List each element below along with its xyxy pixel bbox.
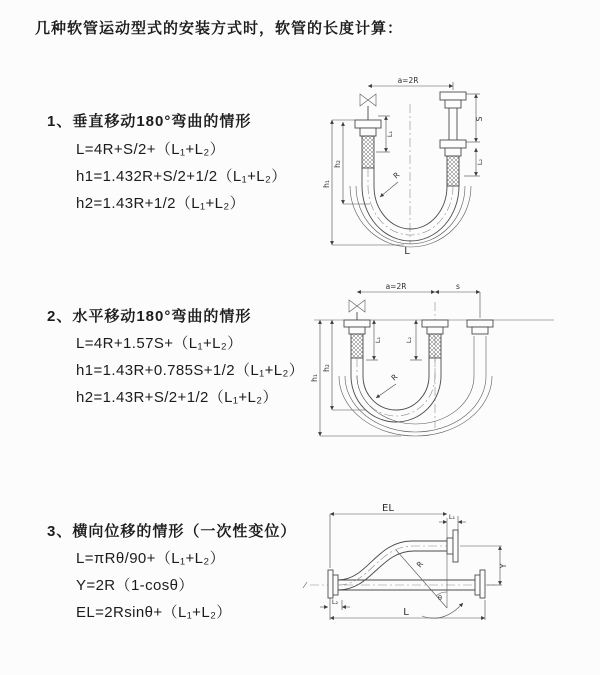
dim-a2r: [368, 76, 453, 90]
dim-l2: [464, 148, 484, 176]
dim-l: [330, 598, 485, 620]
dim-label-L: L: [403, 607, 409, 618]
section-2-formula-h2: h2=1.43R+S/2+1/2（L₁+L₂）: [76, 389, 278, 406]
angle-label-theta: θ: [438, 594, 442, 602]
dim-label-s: s: [456, 282, 460, 291]
diagram-lateral-displacement: [296, 498, 576, 658]
hose-braid-middle: [429, 334, 441, 358]
dim-label-h2: h₂: [322, 364, 331, 372]
dim-label-h2: h₂: [333, 160, 342, 168]
hose-braid-left: [351, 334, 363, 358]
diagram-vertical-180-bend: [308, 64, 558, 264]
hose-braid-left: [362, 136, 374, 168]
dim-l2: [405, 320, 422, 360]
middle-flange: [422, 320, 448, 334]
section-2-formula-L: L=4R+1.57S+（L₁+L₂）: [76, 335, 243, 352]
dim-label-L: L: [404, 246, 410, 257]
dim-el: [330, 503, 447, 568]
dim-label-y: Y: [499, 563, 508, 569]
radius-callout: [380, 170, 401, 197]
dim-label-h1: h₁: [310, 374, 319, 382]
dim-label-l2: L₂: [476, 158, 484, 166]
left-flange: [344, 320, 370, 334]
dim-label-r: R: [389, 372, 400, 383]
dim-a2r: [357, 282, 435, 292]
dim-label-a2r: a=2R: [385, 282, 407, 291]
dim-label-l2: L₂: [331, 598, 339, 606]
right-flange-original: [475, 570, 485, 598]
dim-label-l1: L₁: [386, 130, 394, 138]
dim-label-r: R: [391, 170, 402, 181]
dim-label-h1: h₁: [322, 180, 331, 188]
dim-label-l2: L₂: [405, 336, 413, 344]
dim-l2: [320, 598, 350, 610]
dim-label-r: R: [414, 559, 425, 570]
section-3-heading: 3、横向位移的情形（一次性变位）: [47, 523, 297, 540]
section-2-heading: 2、水平移动180°弯曲的情形: [47, 308, 252, 325]
dim-label-l1: L₁: [374, 336, 382, 344]
section-3-formula-L: L=πRθ/90+（L₁+L₂）: [76, 550, 225, 567]
section-1-formula-h1: h1=1.432R+S/2+1/2（L₁+L₂）: [76, 168, 287, 185]
valve-icon: [349, 300, 365, 320]
section-1-formula-L: L=4R+S/2+（L₁+L₂）: [76, 141, 226, 158]
dim-label-s: S: [475, 116, 484, 122]
dim-label-l1: L₁: [448, 513, 456, 521]
valve-icon: [360, 94, 376, 120]
section-1-formula-h2: h2=1.43R+1/2（L₁+L₂）: [76, 195, 246, 212]
centerline-break-mark: [303, 582, 307, 588]
dim-label-el: EL: [382, 503, 394, 514]
left-flange: [355, 120, 381, 136]
right-flange-moved: [467, 320, 493, 334]
dim-s: [466, 94, 484, 142]
dim-l1: [439, 513, 466, 534]
right-flange-lower: [440, 140, 466, 156]
right-flange-upper: [440, 92, 466, 108]
section-2-formula-h1: h1=1.43R+0.785S+1/2（L₁+L₂）: [76, 362, 305, 379]
section-3-formula-Y: Y=2R（1-cosθ）: [76, 577, 194, 594]
page-title: 几种软管运动型式的安装方式时，软管的长度计算：: [35, 20, 404, 37]
diagram-horizontal-180-bend: [306, 276, 561, 451]
section-3-formula-EL: EL=2Rsinθ+（L₁+L₂）: [76, 604, 232, 621]
dim-s: [435, 282, 480, 318]
upper-flange-displaced: [447, 530, 458, 562]
left-flange: [328, 570, 338, 598]
radius-callout: [376, 372, 399, 398]
section-1-heading: 1、垂直移动180°弯曲的情形: [47, 113, 252, 130]
hose-s-curve: [338, 541, 447, 590]
dim-label-a2r: a=2R: [397, 76, 419, 85]
